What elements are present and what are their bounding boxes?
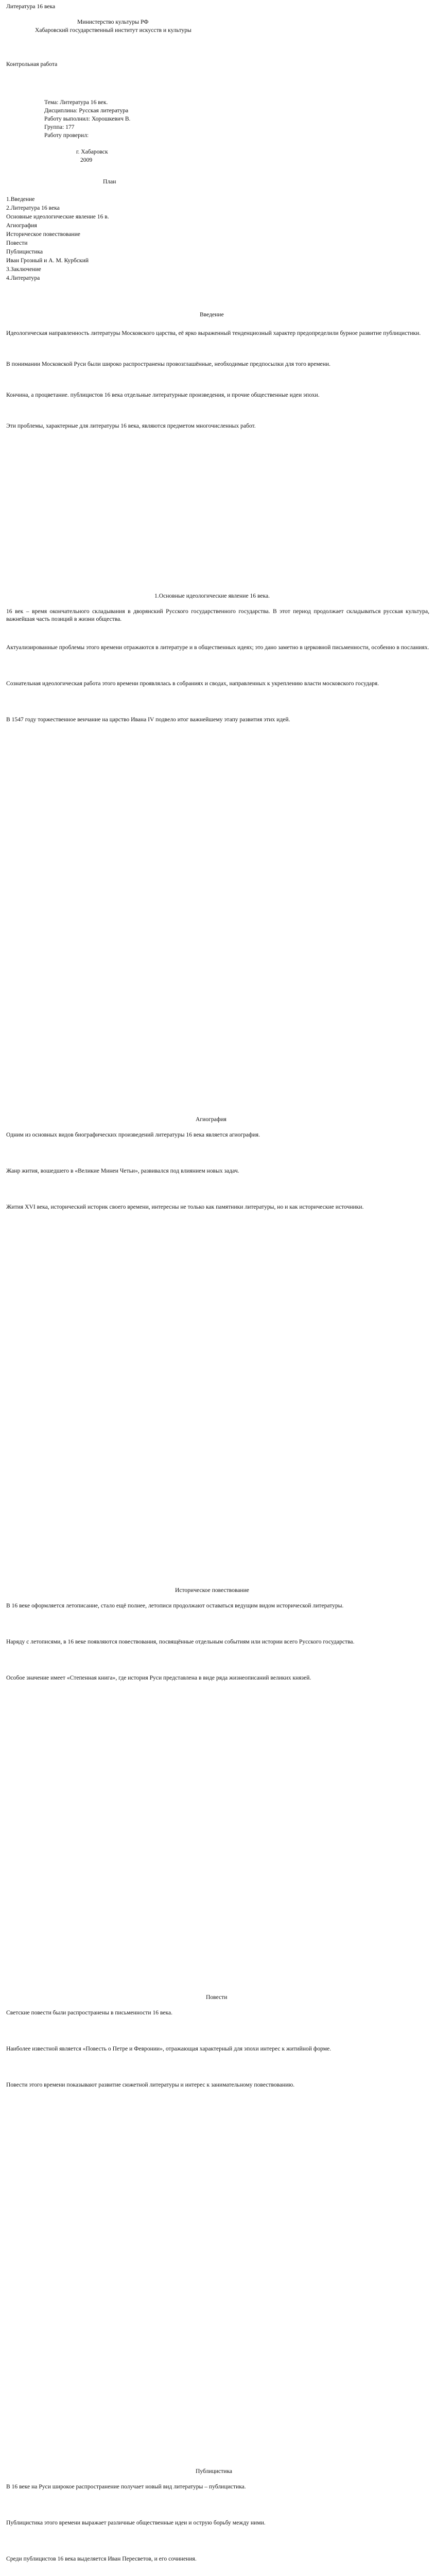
section-paragraph: Актуализированные проблемы этого времени отражаются в литературе и в общественных идеях; это дано заметно в церковной письменности, особенно в посланиях. <box>6 644 429 651</box>
section-paragraph: 16 век – время окончательного складывания в дворянский Русского государственного государства. В этот период продолжает складываться русская культура, важнейшая часть позиций в жизни общества. <box>6 608 429 622</box>
intro-paragraph: В понимании Московской Руси были широко распространены провозглашённые, необходимые предпосылки для того времени. <box>6 361 331 367</box>
plan-item: Основные идеологические явление 16 в. <box>6 213 109 220</box>
group: Группа: 177 <box>44 124 75 130</box>
plan-item: Историческое повествование <box>6 231 80 238</box>
header-line: Литература 16 века <box>6 3 56 10</box>
plan-item: Публицистика <box>6 248 43 255</box>
work-type: Контрольная работа <box>6 61 58 67</box>
section-paragraph: Наряду с летописями, в 16 веке появляются повествования, посвящённые отдельным событиям или истории всего Русского государства. <box>6 1638 355 1645</box>
section-paragraph: Жития XVI века, исторический историк своего времени, интересны не только как памятники литературы, но и как исторические источники. <box>6 1204 364 1210</box>
author: Работу выполнил: Хорошкевич В. <box>44 115 131 122</box>
section-title: Агиография <box>196 1116 226 1123</box>
discipline: Дисциплина: Русская литература <box>44 107 129 114</box>
intro-title: Введение <box>200 311 224 318</box>
section-paragraph: Публицистика этого времени выражает различные общественные идеи и острую борьбу между ними. <box>6 2519 266 2526</box>
section-title: Историческое повествование <box>175 1587 249 1594</box>
plan-item: Иван Грозный и А. М. Курбский <box>6 257 89 264</box>
section-paragraph: В 1547 году торжественное венчание на царство Ивана IV подвело итог важнейшему этапу развития этих идей. <box>6 716 290 723</box>
intro-paragraph: Идеологическая направленность литературы Московского царства, её ярко выраженный тенденциозный характер предопределили бурное развитие публицистики. <box>6 330 421 336</box>
plan-item: Повести <box>6 240 28 246</box>
plan-item: 4.Литература <box>6 275 40 281</box>
section-paragraph: Среди публицистов 16 века выделяется Иван Пересветов, и его сочинения. <box>6 2555 197 2562</box>
plan-item: 3.Заключение <box>6 266 41 273</box>
section-paragraph: Сознательная идеологическая работа этого времени проявлялась в собраниях и сводах, направленных к укреплению власти московского государя. <box>6 680 379 687</box>
section-title: 1.Основные идеологические явление 16 века. <box>154 592 270 599</box>
section-title: Публицистика <box>196 2468 233 2475</box>
city: г. Хабаровск <box>76 148 108 155</box>
ministry: Министерство культуры РФ <box>77 19 149 25</box>
plan-item: 2.Литература 16 века <box>6 205 60 211</box>
intro-paragraph: Эти проблемы, характерные для литературы 16 века, являются предметом многочисленных работ. <box>6 422 256 429</box>
checked-by: Работу проверил: <box>44 132 89 139</box>
section-paragraph: Одним из основных видов биографических произведений литературы 16 века является агиография. <box>6 1131 260 1138</box>
section-title: Повести <box>206 1994 228 2001</box>
section-paragraph: Светские повести были распространены в письменности 16 века. <box>6 2009 173 2016</box>
plan-item: 1.Введение <box>6 196 35 202</box>
intro-paragraph: Кончина, а процветание. публицистов 16 века отдельные литературные произведения, и прочие общественные идеи эпохи. <box>6 392 320 398</box>
topic: Тема: Литература 16 век. <box>44 99 108 106</box>
section-paragraph: В 16 веке на Руси широкое распространение получает новый вид литературы – публицистика. <box>6 2483 246 2490</box>
institute: Хабаровский государственный институт искусств и культуры <box>35 27 191 33</box>
plan-item: Агиография <box>6 222 37 229</box>
section-paragraph: В 16 веке оформляется летописание, стало ещё полнее, летописи продолжают оставаться ведущим видом исторической литературы. <box>6 1602 344 1609</box>
section-paragraph: Повести этого времени показывают развитие сюжетной литературы и интерес к занимательному повествованию. <box>6 2081 295 2088</box>
year: 2009 <box>80 157 93 163</box>
section-paragraph: Жанр жития, вошедшего в «Великие Минеи Четьи», развивался под влиянием новых задач. <box>6 1167 239 1174</box>
section-paragraph: Особое значение имеет «Степенная книга», где история Руси представлена в виде ряда жизнеописаний великих князей. <box>6 1674 311 1681</box>
section-paragraph: Наиболее известной является «Повесть о Петре и Февронии», отражающая характерный для эпохи интерес к житийной форме. <box>6 2045 332 2052</box>
plan-title: План <box>103 178 116 185</box>
